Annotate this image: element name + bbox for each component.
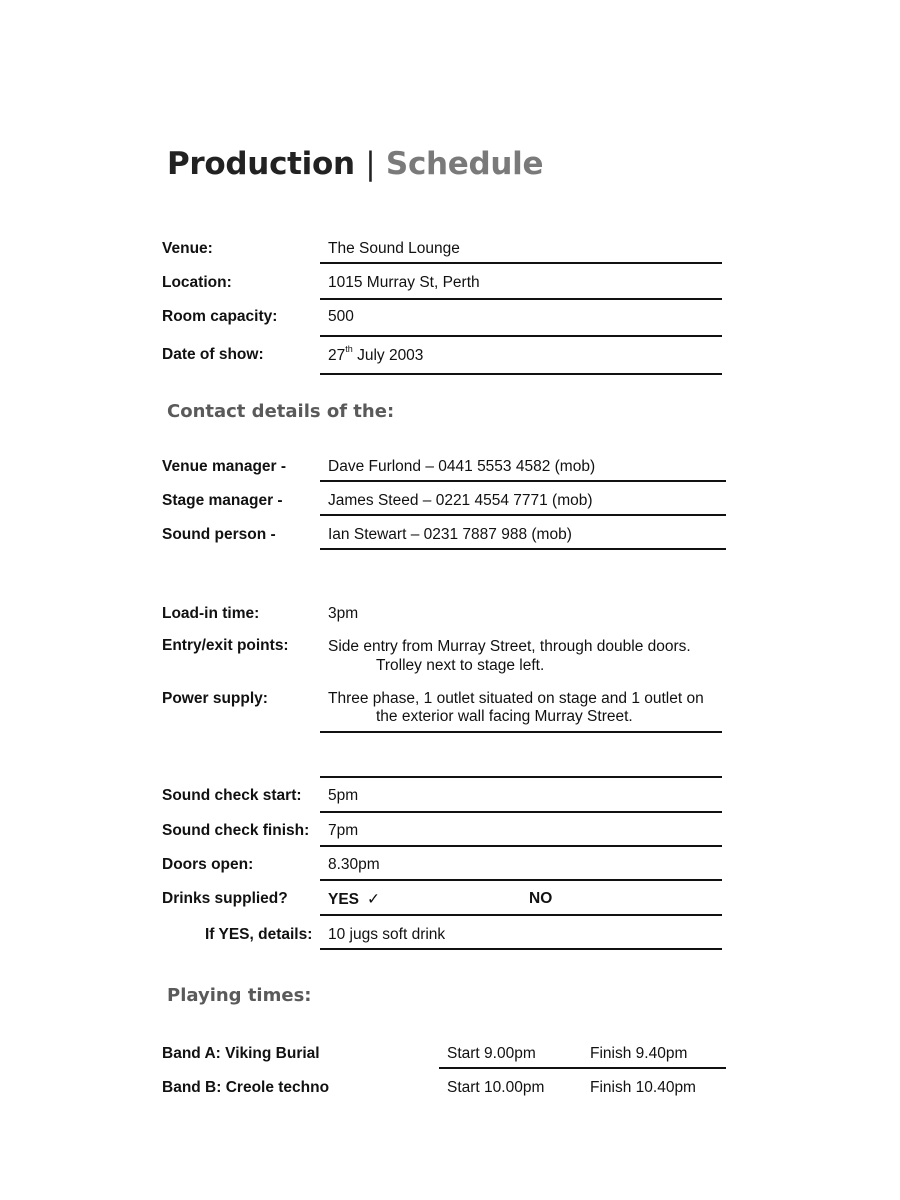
- contacts-heading: Contact details of the:: [167, 401, 395, 422]
- power-underline: [320, 731, 722, 733]
- stage-manager-label: Stage manager -: [162, 492, 283, 509]
- drinks-label: Drinks supplied?: [162, 890, 288, 907]
- sound-check-top-rule: [320, 776, 722, 778]
- drinks-no-option: NO: [529, 890, 553, 907]
- drinks-details-underline: [320, 948, 722, 950]
- power-line1: Three phase, 1 outlet situated on stage and 1 outlet on: [328, 690, 704, 707]
- sound-check-finish-label: Sound check finish:: [162, 822, 310, 839]
- venue-manager-underline: [320, 480, 726, 482]
- title-separator: |: [365, 146, 376, 182]
- location-label: Location:: [162, 274, 232, 291]
- capacity-underline: [320, 335, 722, 337]
- sound-check-start-label: Sound check start:: [162, 787, 302, 804]
- load-in-value: 3pm: [328, 605, 359, 622]
- power-label: Power supply:: [162, 690, 268, 707]
- title-main: Production: [167, 146, 355, 182]
- drinks-details-value: 10 jugs soft drink: [328, 926, 446, 943]
- sound-check-finish-value: 7pm: [328, 822, 359, 839]
- band-a-start: Start 9.00pm: [447, 1045, 536, 1062]
- stage-manager-underline: [320, 514, 726, 516]
- checkmark-icon: ✓: [367, 891, 381, 908]
- page-title: [167, 146, 543, 182]
- date-label: Date of show:: [162, 346, 264, 363]
- sound-person-underline: [320, 548, 726, 550]
- stage-manager-value: James Steed – 0221 4554 7771 (mob): [328, 492, 593, 509]
- power-line2: the exterior wall facing Murray Street.: [376, 708, 633, 725]
- sound-check-start-value: 5pm: [328, 787, 359, 804]
- sound-person-value: Ian Stewart – 0231 7887 988 (mob): [328, 526, 572, 543]
- sound-person-label: Sound person -: [162, 526, 276, 543]
- sound-check-start-underline: [320, 811, 722, 813]
- drinks-yes-label: YES: [328, 891, 360, 908]
- venue-manager-value: Dave Furlond – 0441 5553 4582 (mob): [328, 458, 596, 475]
- drinks-details-label: If YES, details:: [205, 926, 313, 943]
- date-underline: [320, 373, 722, 375]
- date-rest: July 2003: [352, 347, 424, 365]
- doors-open-label: Doors open:: [162, 856, 254, 873]
- title-sub: Schedule: [385, 146, 544, 182]
- date-suffix: th: [345, 344, 353, 354]
- location-underline: [320, 298, 722, 300]
- load-in-label: Load-in time:: [162, 605, 260, 622]
- venue-value: The Sound Lounge: [328, 240, 460, 257]
- capacity-value: 500: [328, 308, 354, 325]
- entry-exit-line1: Side entry from Murray Street, through double doors.: [328, 638, 691, 655]
- power-value: [328, 690, 704, 726]
- entry-exit-label: Entry/exit points:: [162, 637, 289, 654]
- band-b-start: Start 10.00pm: [447, 1079, 545, 1096]
- band-a-underline: [439, 1067, 726, 1069]
- drinks-underline: [320, 914, 722, 916]
- entry-exit-value: [328, 637, 691, 675]
- band-a-label: Band A: Viking Burial: [162, 1045, 320, 1062]
- venue-underline: [320, 262, 722, 264]
- drinks-yes-option: [328, 890, 380, 909]
- band-b-finish: Finish 10.40pm: [590, 1079, 696, 1096]
- playing-times-heading: Playing times:: [167, 985, 312, 1006]
- doors-open-value: 8.30pm: [328, 856, 380, 873]
- location-value: 1015 Murray St, Perth: [328, 274, 480, 291]
- venue-label: Venue:: [162, 240, 213, 257]
- doors-open-underline: [320, 879, 722, 881]
- entry-exit-line2: Trolley next to stage left.: [376, 657, 545, 674]
- sound-check-finish-underline: [320, 845, 722, 847]
- date-value: [328, 346, 423, 365]
- band-a-finish: Finish 9.40pm: [590, 1045, 688, 1062]
- band-b-label: Band B: Creole techno: [162, 1079, 330, 1096]
- capacity-label: Room capacity:: [162, 308, 278, 325]
- venue-manager-label: Venue manager -: [162, 458, 287, 475]
- date-day: 27: [328, 347, 346, 365]
